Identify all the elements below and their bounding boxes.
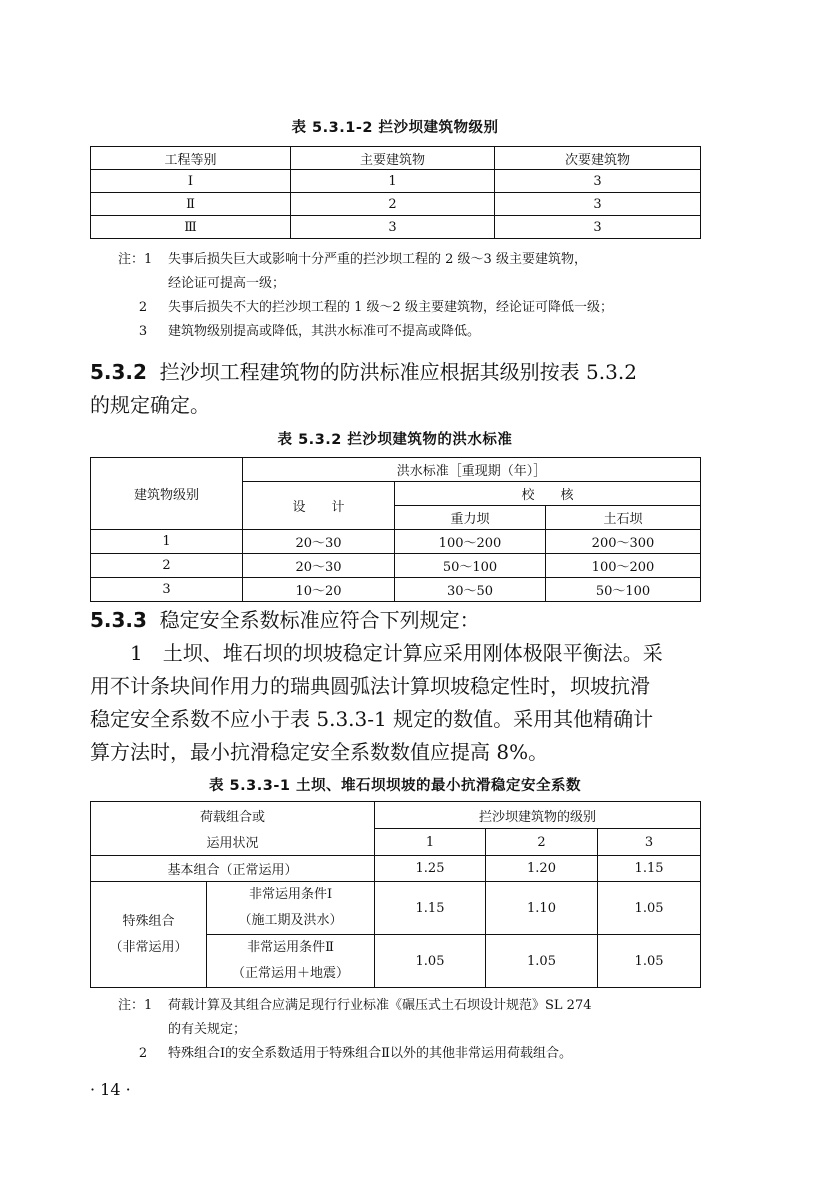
table3-special-combination [91, 882, 207, 988]
condition-1-line2: （施工期及洪水） [238, 913, 343, 928]
table-cell: 1 [291, 170, 495, 193]
table-cell: 3 [495, 193, 701, 216]
table2-header-building-grade: 建筑物级别 [91, 458, 243, 530]
note-text: 建筑物级别提高或降低，其洪水标准可不提高或降低。 [168, 324, 481, 339]
table-cell: 3 [495, 216, 701, 239]
page-number: · 14 · [90, 1080, 131, 1099]
note-item [118, 994, 718, 1018]
table-cell: Ⅱ [91, 193, 291, 216]
table2-header-gravity-dam: 重力坝 [395, 506, 546, 530]
table-cell: 1.25 [375, 856, 486, 882]
section-text: 稳定安全系数标准应符合下列规定： [159, 608, 480, 632]
table1-notes [118, 248, 718, 344]
table2-header-flood-standard: 洪水标准［重现期（年）］ [243, 458, 701, 482]
table-row [91, 458, 701, 482]
note-item [118, 1042, 718, 1066]
table1-building-grade [90, 146, 701, 239]
table2-header-design: 设 计 [243, 482, 395, 530]
table-row [91, 530, 701, 554]
table3-header-level-2: 2 [486, 829, 598, 856]
table-cell: 1.20 [486, 856, 598, 882]
table3-caption: 表 5.3.3-1 土坝、堆石坝坝坡的最小抗滑稳定安全系数 [209, 778, 581, 794]
table3-safety-factors [90, 801, 701, 988]
note-number: 注：1 [118, 252, 153, 267]
note-number: 3 [138, 324, 148, 339]
table-cell: 20～30 [243, 554, 395, 578]
note-number: 注：1 [118, 998, 153, 1013]
table-row [91, 856, 701, 882]
note-number: 2 [138, 300, 148, 315]
table-row [91, 147, 701, 170]
special-label-line2: （非常运用） [109, 939, 188, 955]
table3-header-level-1: 1 [375, 829, 486, 856]
condition-2-line2: （正常运用＋地震） [232, 966, 350, 981]
table-cell: 30～50 [395, 578, 546, 602]
table3-condition-1 [207, 882, 375, 935]
table-cell: 10～20 [243, 578, 395, 602]
table2-flood-standard [90, 457, 701, 602]
condition-2-line1: 非常运用条件Ⅱ [247, 940, 334, 955]
table3-header-building-level: 拦沙坝建筑物的级别 [375, 802, 701, 829]
table-cell: Ⅲ [91, 216, 291, 239]
table-cell: 100～200 [546, 554, 701, 578]
note-number: 2 [138, 1046, 148, 1061]
section-number: 5.3.3 [90, 608, 147, 632]
table1-header-main-building: 主要建筑物 [291, 147, 495, 170]
table-cell: 1.05 [486, 935, 598, 988]
table-cell: 100～200 [395, 530, 546, 554]
table3-basic-combination: 基本组合（正常运用） [91, 856, 375, 882]
section-text-continuation: 的规定确定。 [90, 393, 210, 417]
table3-header-operating-condition: 运用状况 [91, 829, 375, 856]
table3-header-level-3: 3 [598, 829, 701, 856]
paragraph-line: 1 土坝、堆石坝的坝坡稳定计算应采用刚体极限平衡法。采 [130, 641, 663, 665]
note-text: 失事后损失巨大或影响十分严重的拦沙坝工程的 2 级～3 级主要建筑物， [168, 252, 587, 267]
table-cell: 20～30 [243, 530, 395, 554]
note-text: 特殊组合Ⅰ的安全系数适用于特殊组合Ⅱ以外的其他非常运用荷载组合。 [168, 1046, 572, 1061]
note-item [118, 320, 718, 344]
table-cell: Ⅰ [91, 170, 291, 193]
section-number: 5.3.2 [90, 360, 147, 384]
table-cell: 1.15 [375, 882, 486, 935]
table3-notes [118, 994, 718, 1066]
table-cell: 3 [495, 170, 701, 193]
note-continuation: 经论证可提高一级； [168, 276, 286, 291]
table1-header-secondary-building: 次要建筑物 [495, 147, 701, 170]
note-item [118, 248, 718, 272]
table-row [91, 829, 701, 856]
table2-caption: 表 5.3.2 拦沙坝建筑物的洪水标准 [277, 432, 513, 448]
note-text: 荷载计算及其组合应满足现行行业标准《碾压式土石坝设计规范》SL 274 [168, 998, 592, 1013]
table1-caption: 表 5.3.1-2 拦沙坝建筑物级别 [291, 120, 499, 136]
table-cell: 1 [91, 530, 243, 554]
table-cell: 1.05 [375, 935, 486, 988]
table-cell: 1.10 [486, 882, 598, 935]
section-5-3-3 [90, 604, 710, 769]
paragraph-line: 稳定安全系数不应小于表 5.3.3-1 规定的数值。采用其他精确计 [90, 707, 654, 731]
condition-1-line1: 非常运用条件Ⅰ [248, 887, 333, 902]
table-cell: 50～100 [546, 578, 701, 602]
table1-header-project-grade: 工程等别 [91, 147, 291, 170]
table-cell: 50～100 [395, 554, 546, 578]
table2-header-earth-dam: 土石坝 [546, 506, 701, 530]
table-row [91, 554, 701, 578]
note-text: 失事后损失不大的拦沙坝工程的 1 级～2 级主要建筑物，经论证可降低一级； [168, 300, 613, 315]
table-cell: 1.05 [598, 882, 701, 935]
table-row [91, 216, 701, 239]
paragraph-line: 算方法时，最小抗滑稳定安全系数数值应提高 8%。 [90, 740, 549, 764]
table-cell: 1.05 [598, 935, 701, 988]
note-continuation: 的有关规定； [168, 1022, 247, 1037]
table-row [91, 170, 701, 193]
table3-condition-2 [207, 935, 375, 988]
table2-header-check: 校 核 [395, 482, 701, 506]
section-5-3-2 [90, 356, 710, 422]
table-cell: 200～300 [546, 530, 701, 554]
table-row [91, 802, 701, 829]
table-cell: 3 [91, 578, 243, 602]
table-cell: 3 [291, 216, 495, 239]
section-text: 拦沙坝工程建筑物的防洪标准应根据其级别按表 5.3.2 [159, 360, 637, 384]
special-label-line1: 特殊组合 [122, 913, 175, 929]
note-item [118, 296, 718, 320]
paragraph-line: 用不计条块间作用力的瑞典圆弧法计算坝坡稳定性时，坝坡抗滑 [90, 674, 650, 698]
table-cell: 1.15 [598, 856, 701, 882]
table-cell: 2 [291, 193, 495, 216]
table-cell: 2 [91, 554, 243, 578]
table-row [91, 578, 701, 602]
table-row [91, 882, 701, 935]
table-row [91, 193, 701, 216]
table3-header-load-combination: 荷载组合或 [91, 802, 375, 829]
